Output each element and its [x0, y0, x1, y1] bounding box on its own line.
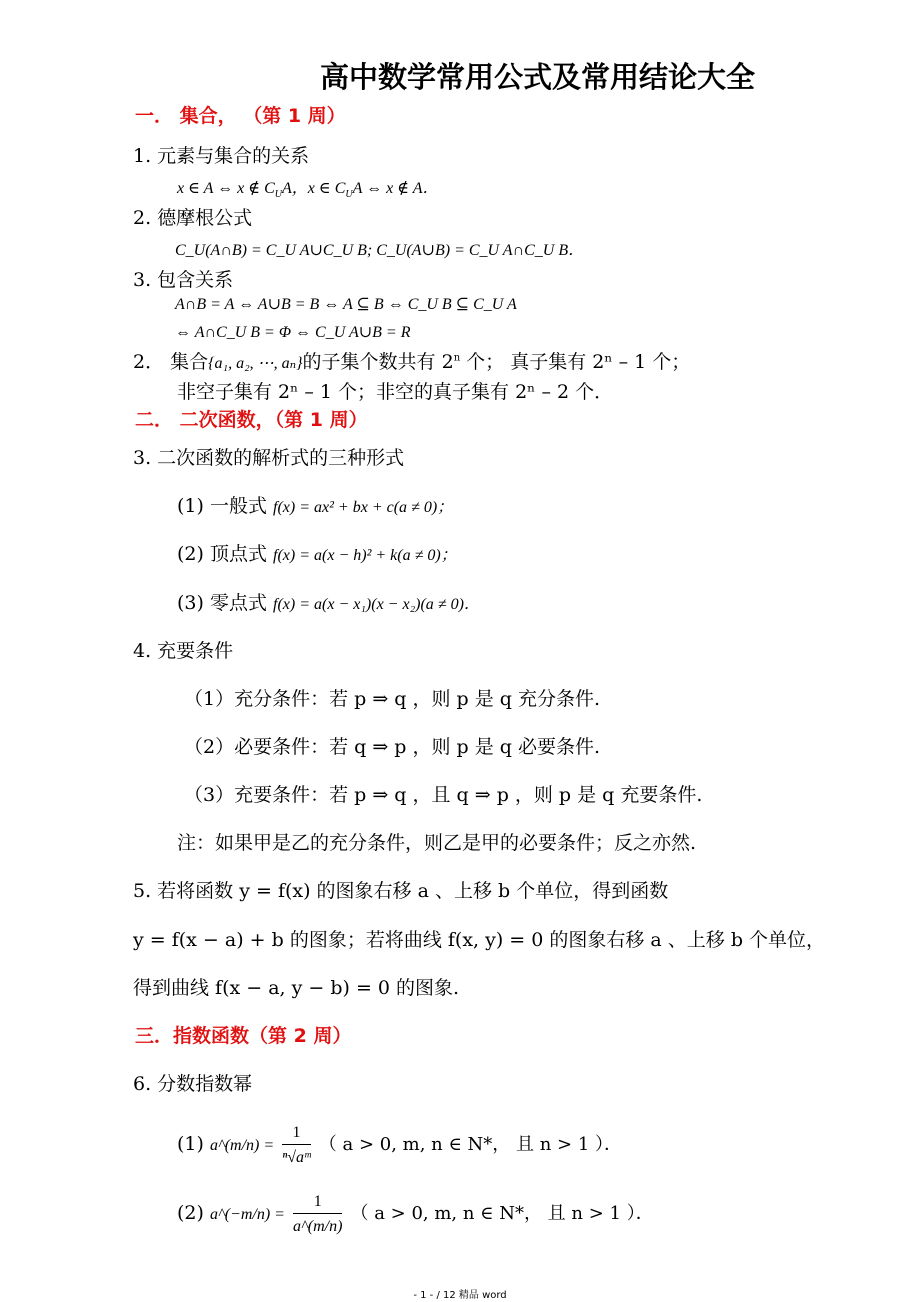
formula-demorgan: C_U(A∩B) = C_U A∪C_U B; C_U(A∪B) = C_U A∩C_U B． [175, 242, 585, 259]
item-title-conditions: 4. 充要条件 [133, 640, 234, 662]
quadratic-vertex-form: (2) 顶点式 f(x) = a(x − h)² + k(a ≠ 0)； [177, 543, 457, 565]
quadratic-zero-form: (3) 零点式 f(x) = a(x − x₁)(x − x₂)(a ≠ 0)． [177, 592, 480, 614]
item-title-fractional-power: 6. 分数指数幂 [133, 1073, 253, 1095]
item-title-inclusion: 3. 包含关系 [133, 269, 234, 291]
conditions-note: 注：如果甲是乙的充分条件，则乙是甲的必要条件；反之亦然. [177, 832, 697, 854]
graph-shift-line-1: 5. 若将函数 y = f(x) 的图象右移 a 、上移 b 个单位，得到函数 [133, 880, 669, 902]
subset-count-line-2: 非空子集有 2ⁿ – 1 个；非空的真子集有 2ⁿ – 2 个． [177, 381, 614, 403]
fraction-1: $\frac{1}{\text{ⁿ√aᵐ}}$ [282, 1124, 311, 1167]
graph-shift-line-3: 得到曲线 f(x − a, y − b) = 0 的图象. [133, 977, 460, 999]
page-footer: - 1 - / 12 精品 word [413, 1290, 507, 1301]
page-title: 高中数学常用公式及常用结论大全 [320, 60, 756, 94]
necessary-sufficient-condition: （3）充要条件：若 p ⇒ q ，且 q ⇒ p ，则 p 是 q 充要条件. [184, 784, 703, 806]
fractional-power-formula-2: (2) a^(−m/n) = $\frac{1}{a\^{}(m/n)}$ （ a > 0, m, n ∈ N*， 且 n > 1 ）． [177, 1193, 654, 1236]
formula-inclusion-1: A∩B = A ⇔ A∪B = B ⇔ A ⊆ B ⇔ C_U B ⊆ C_U A [175, 296, 517, 313]
item-title-demorgan: 2. 德摩根公式 [133, 207, 253, 229]
necessary-condition: （2）必要条件：若 q ⇒ p ，则 p 是 q 必要条件. [184, 736, 601, 758]
item-title-element-set: 1. 元素与集合的关系 [133, 145, 310, 167]
section-heading-sets: 一． 集合， （第 1 周） [135, 105, 346, 127]
sufficient-condition: （1）充分条件：若 p ⇒ q ，则 p 是 q 充分条件. [184, 688, 601, 710]
graph-shift-line-2: y = f(x − a) + b 的图象；若将曲线 f(x, y) = 0 的图象右移 a 、上移 b 个单位， [133, 929, 826, 951]
quadratic-general-form: (1) 一般式 f(x) = ax² + bx + c(a ≠ 0)； [177, 495, 454, 517]
fractional-power-formula-1: (1) a^(m/n) = $\frac{1}{\text{ⁿ√aᵐ}}$ （ a > 0, m, n ∈ N*， 且 n > 1 ）． [177, 1124, 622, 1167]
fraction-2: $\frac{1}{a\^{}(m/n)}$ [293, 1193, 343, 1236]
item-title-quadratic-forms: 3. 二次函数的解析式的三种形式 [133, 447, 405, 469]
formula-element-set: x ∈ A ⇔ x ∉ $C_UA$，x ∈ $C_UA$ ⇔ x ∉ A． [177, 180, 439, 201]
formula-inclusion-2: ⇔ A∩C_U B = Φ ⇔ C_U A∪B = R [175, 324, 411, 341]
section-heading-quadratic: 二． 二次函数，（第 1 周） [135, 409, 368, 431]
section-heading-exponential: 三．指数函数（第 2 周） [135, 1025, 352, 1047]
subset-count-line-1: 2． 集合{a₁, a₂, ⋯, aₙ}的子集个数共有 2$^n$ 个； 真子集有 2ⁿ – 1 个； [133, 351, 691, 373]
